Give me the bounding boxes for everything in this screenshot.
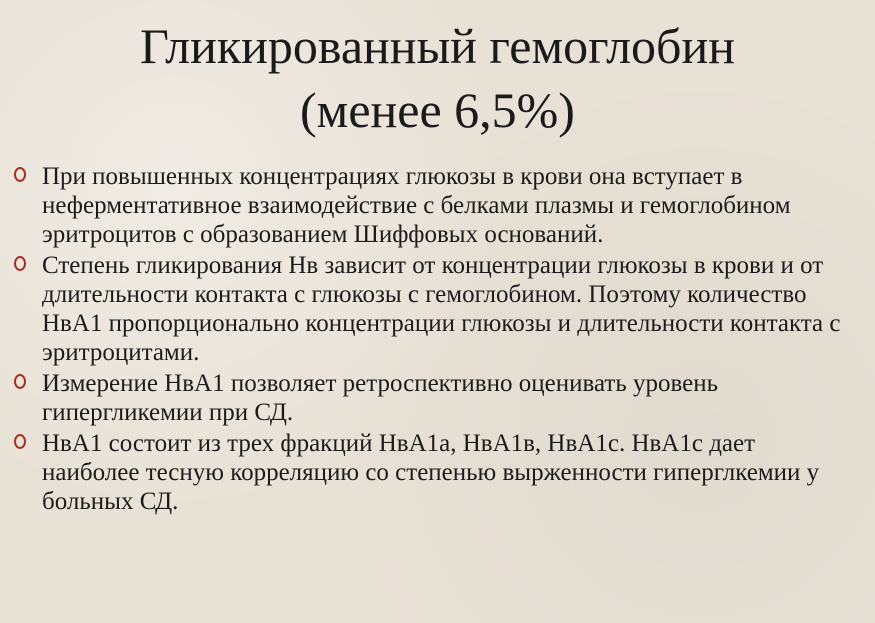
bullet-circle-icon xyxy=(14,256,26,271)
bullet-item xyxy=(14,162,844,249)
bullet-circle-icon xyxy=(14,434,26,449)
slide-title xyxy=(0,14,875,142)
bullet-item xyxy=(14,369,844,427)
bullet-list xyxy=(14,162,844,518)
bullet-text: НвА1 состоит из трех фракций НвА1а, НвА1в, НвА1с. НвА1с дает наиболее тесную корреляцию со степенью вырженности гиперглкемии у больных СД. xyxy=(42,430,820,515)
title-line-2: (менее 6,5%) xyxy=(300,82,575,138)
bullet-circle-icon xyxy=(14,167,26,182)
title-line-1: Гликированный гемоглобин xyxy=(140,18,735,74)
bullet-circle-icon xyxy=(14,374,26,389)
bullet-item xyxy=(14,251,844,367)
bullet-item xyxy=(14,429,844,516)
bullet-text: Измерение НвА1 позволяет ретроспективно оценивать уровень гипергликемии при СД. xyxy=(42,370,719,426)
bullet-text: При повышенных концентрациях глюкозы в крови она вступает в неферментативное взаимодействие с белками плазмы и гемоглобином эритроцитов с образованием Шиффовых оснований. xyxy=(42,163,791,248)
bullet-text: Степень гликирования Нв зависит от концентрации глюкозы в крови и от длительности контакта с глюкозы с гемоглобином. Поэтому количество НвА1 пропорционально концентрации глюкозы и длительности контакта с эритроцитами. xyxy=(42,252,841,366)
